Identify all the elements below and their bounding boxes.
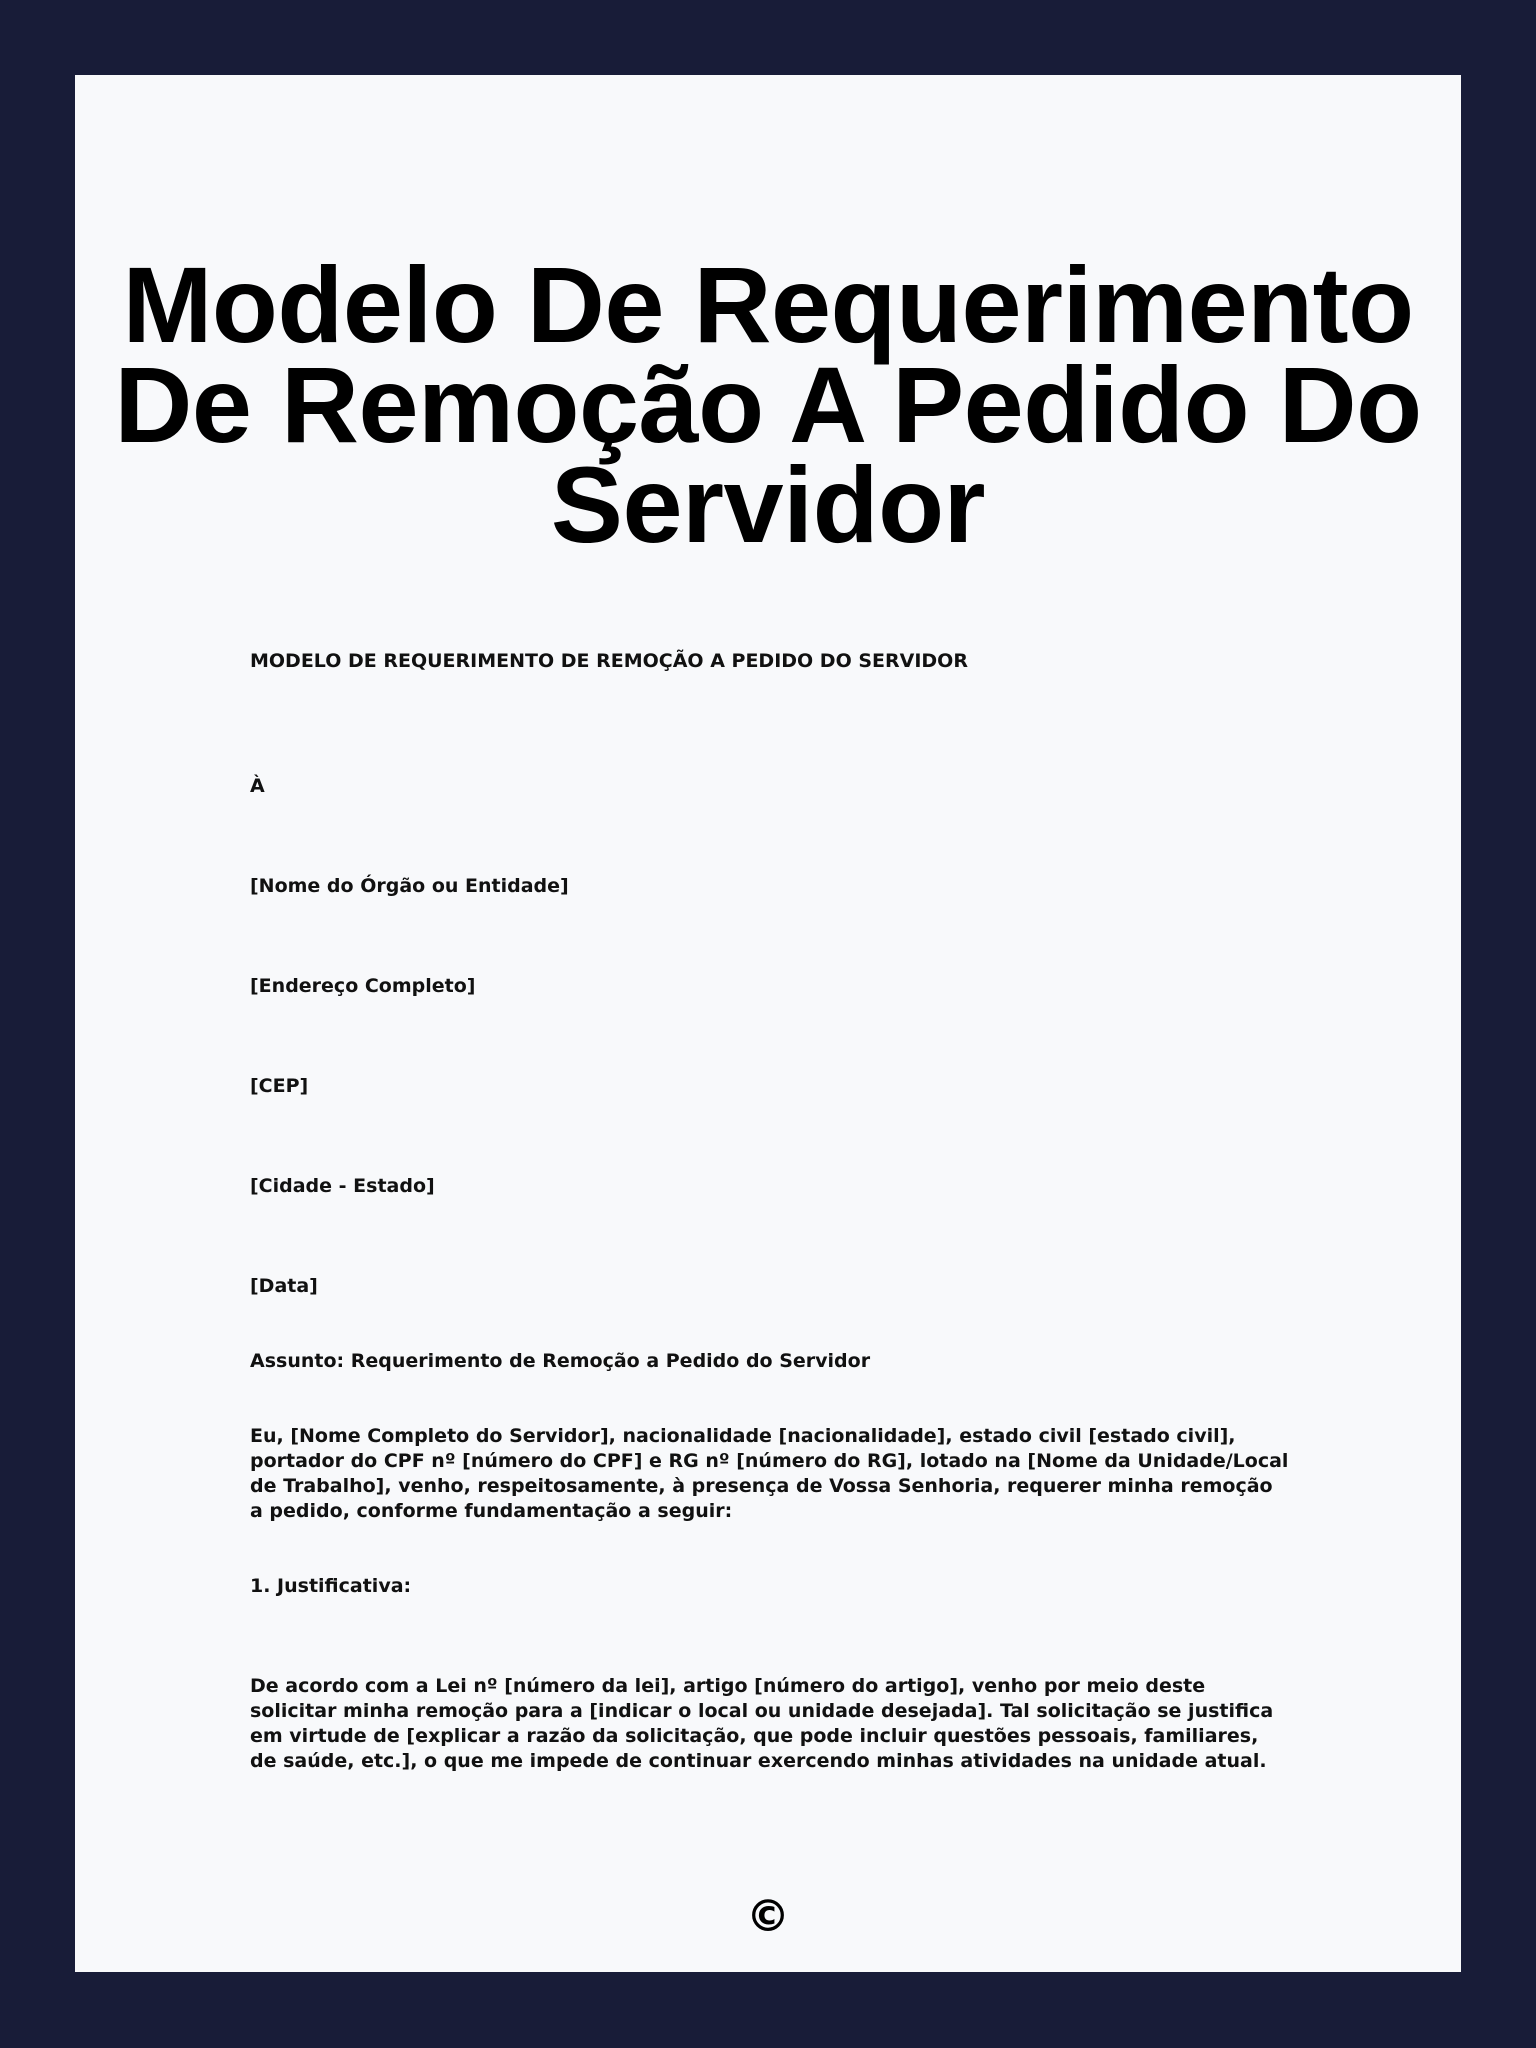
addressee-line: À — [250, 775, 265, 797]
page-title: Modelo De Requerimento De Remoção A Pedido Do Servidor — [114, 244, 1422, 565]
organization-line: [Nome do Órgão ou Entidade] — [250, 875, 569, 897]
section-heading: 1. Justificativa: — [250, 1575, 412, 1597]
document-page — [75, 75, 1461, 1972]
city-state-line: [Cidade - Estado] — [250, 1175, 435, 1197]
copyright-icon: © — [746, 1891, 790, 1942]
address-line: [Endereço Completo] — [250, 975, 476, 997]
justification-paragraph: De acordo com a Lei nº [número da lei], artigo [número do artigo], venho por meio deste solicitar minha remoção para a [indicar o local ou unidade desejada]. Tal solicitação se justifica em virtude de [explicar a razão da solicitação, que pode incluir questões pessoais, familiares, de saúde, etc.], o que me impede de continuar exercendo minhas atividades na unidade atual. — [250, 1675, 1274, 1772]
document-heading: MODELO DE REQUERIMENTO DE REMOÇÃO A PEDIDO DO SERVIDOR — [250, 650, 968, 672]
subject-line: Assunto: Requerimento de Remoção a Pedido do Servidor — [250, 1350, 871, 1372]
intro-paragraph: Eu, [Nome Completo do Servidor], nacionalidade [nacionalidade], estado civil [estado civil], portador do CPF nº [número do CPF] e RG nº [número do RG], lotado na [Nome da Unidade/Local de Trabalho], venho, respeitosamente, à presença de Vossa Senhoria, requerer minha remoção a pedido, conforme fundamentação a seguir: — [250, 1425, 1289, 1522]
date-line: [Data] — [250, 1275, 318, 1297]
cep-line: [CEP] — [250, 1075, 309, 1097]
